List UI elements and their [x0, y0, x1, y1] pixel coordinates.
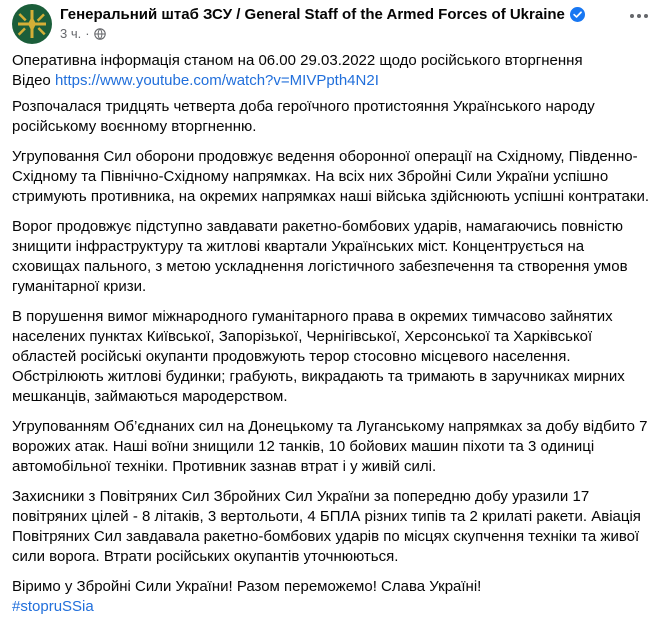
author-line	[60, 6, 585, 23]
intro-text: Оперативна інформація станом на 06.00 29.03.2022 щодо російського вторгнення Відео	[12, 52, 583, 89]
post-paragraph: Угруповання Сил оборони продовжує ведення оборонної операції на Східному, Південно-Східному та Північно-Східному напрямках. На всіх них Збройні Сили України успішно стримують противника, на окремих напрямках наші війська здійснюють успішні контратаки.	[12, 148, 649, 205]
more-options-button[interactable]	[625, 6, 653, 26]
post-header	[12, 0, 653, 48]
globe-icon[interactable]	[94, 28, 106, 40]
post-paragraph: Захисники з Повітряних Сил Збройних Сил України за попередню добу уразили 17 повітряних цілей - 8 літаків, 3 вертольоти, 4 БПЛА різних типів та 2 крилаті ракети. Авіація Повітряних Сил завдавала ракетно-бомбових ударів по місцях скупчення техніки та живої сили ворога. Втрати російських окупантів уточнюються.	[12, 488, 641, 565]
author-name-link[interactable]: Генеральний штаб ЗСУ / General Staff of the Armed Forces of Ukraine	[60, 6, 565, 23]
post-timestamp-link[interactable]: 3 ч.	[60, 26, 82, 41]
page-avatar[interactable]	[12, 4, 52, 44]
post-subline	[60, 26, 585, 41]
intro-paragraph	[12, 51, 653, 91]
hashtag-link[interactable]: #stopruSSia	[12, 598, 94, 615]
general-staff-emblem-icon	[15, 7, 49, 41]
post-paragraph: В порушення вимог міжнародного гуманітарного права в окремих тимчасово зайнятих населених пунктах Київської, Запорізької, Чернігівської, Херсонської та Харківської областей російські окупанти продовжують терор стосовно місцевого населення. Обстрілюють житлові будинки; грабують, викрадають та тримають в заручниках мирних мешканців, займаються мародерством.	[12, 308, 625, 405]
post-paragraph: Віримо у Збройні Сили України! Разом переможемо! Слава Україні!	[12, 578, 482, 595]
post-paragraph: Розпочалася тридцять четверта доба героїчного протистояння Українського народу російському воєнному вторгненню.	[12, 98, 595, 135]
verified-badge-icon	[570, 7, 585, 22]
separator-dot: ·	[85, 26, 90, 41]
video-link[interactable]: https://www.youtube.com/watch?v=MIVPpth4N2I	[54, 72, 379, 89]
post-paragraph: Угрупованням Об’єднаних сил на Донецькому та Луганському напрямках за добу відбито 7 ворожих атак. Наші воїни знищили 12 танків, 10 бойових машин піхоти та 3 одиниці автомобільної техніки. Противник зазнав втрат і у живій силі.	[12, 418, 648, 475]
post-paragraph: Ворог продовжує підступно завдавати ракетно-бомбових ударів, намагаючись повністю знищити інфраструктуру та житлові квартали Українських міст. Концентрується на сховищах пального, з метою ускладнення логістичного забезпечення та створення умов гуманітарної кризи.	[12, 218, 628, 295]
more-options-icon	[629, 13, 649, 19]
post-body	[12, 51, 653, 617]
post-meta	[60, 6, 585, 41]
